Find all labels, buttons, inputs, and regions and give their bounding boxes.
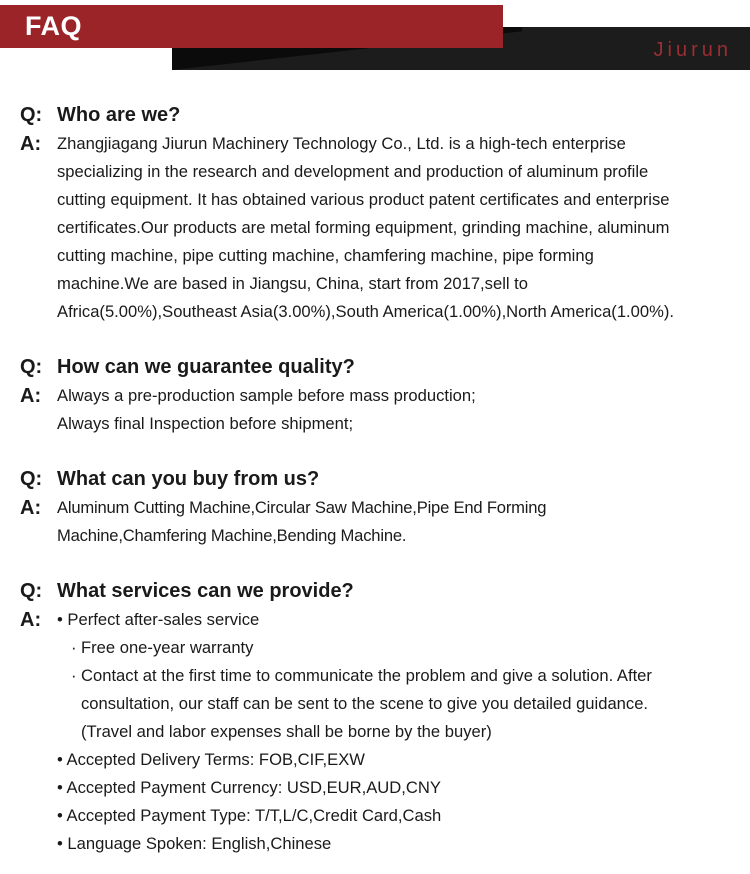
sub-bullet-dot: ·: [71, 666, 77, 685]
faq-item-services: [0, 576, 750, 858]
answer-text: [57, 606, 736, 858]
a-label: A:: [20, 609, 42, 631]
bullet-payment-type: • Accepted Payment Type: T/T,L/C,Credit Card,Cash: [57, 806, 442, 825]
sub-bullet-line: (Travel and labor expenses shall be borne by the buyer): [81, 722, 492, 741]
q-label: Q:: [20, 580, 43, 602]
brand-name: Jiurun: [653, 39, 732, 61]
answer-row: [0, 494, 750, 550]
answer-text: [57, 130, 736, 326]
question-text: Who are we?: [57, 104, 181, 126]
answer-row: [0, 130, 750, 326]
answer-line: Always final Inspection before shipment;: [57, 414, 354, 433]
question-text: What can you buy from us?: [57, 468, 320, 490]
sub-bullet-line: consultation, our staff can be sent to the scene to give you detailed guidance.: [81, 694, 649, 713]
sub-bullet-contact: [57, 662, 736, 746]
question-row: [0, 100, 750, 130]
a-label: A:: [20, 385, 42, 407]
answer-line: Africa(5.00%),Southeast Asia(3.00%),South America(1.00%),North America(1.00%).: [57, 302, 675, 321]
bullet-language: • Language Spoken: English,Chinese: [57, 834, 332, 853]
question-row: [0, 464, 750, 494]
q-label: Q:: [20, 104, 43, 126]
question-text: How can we guarantee quality?: [57, 356, 355, 378]
answer-row: [0, 606, 750, 858]
answer-text: [57, 494, 736, 550]
answer-line: specializing in the research and development and production of aluminum profile: [57, 162, 649, 181]
q-label: Q:: [20, 356, 43, 378]
sub-bullet-line: Contact at the first time to communicate the problem and give a solution. After: [81, 666, 652, 685]
answer-line: Zhangjiagang Jiurun Machinery Technology Co., Ltd. is a high-tech enterprise: [57, 134, 626, 153]
question-row: [0, 576, 750, 606]
a-label: A:: [20, 497, 42, 519]
question-row: [0, 352, 750, 382]
answer-line: Machine,Chamfering Machine,Bending Machine.: [57, 526, 407, 545]
answer-line: Aluminum Cutting Machine,Circular Saw Machine,Pipe End Forming: [57, 498, 547, 517]
bullet-delivery-terms: • Accepted Delivery Terms: FOB,CIF,EXW: [57, 750, 365, 769]
faq-item-who-are-we: [0, 100, 750, 326]
question-text: What services can we provide?: [57, 580, 354, 602]
answer-line: machine.We are based in Jiangsu, China, start from 2017,sell to: [57, 274, 529, 293]
faq-header-banner: [0, 0, 750, 80]
bullet-after-sales: • Perfect after-sales service: [57, 610, 260, 629]
sub-bullet-text: Free one-year warranty: [81, 638, 254, 657]
answer-row: [0, 382, 750, 438]
answer-line: cutting equipment. It has obtained various product patent certificates and enterprise: [57, 190, 670, 209]
sub-bullet-dot: ·: [71, 638, 77, 657]
answer-line: cutting machine, pipe cutting machine, chamfering machine, pipe forming: [57, 246, 594, 265]
faq-item-quality: [0, 352, 750, 438]
answer-line: Always a pre-production sample before mass production;: [57, 386, 476, 405]
faq-item-products: [0, 464, 750, 550]
page-title: FAQ: [25, 11, 83, 41]
a-label: A:: [20, 133, 42, 155]
sub-bullet-warranty: [57, 634, 736, 662]
answer-line: certificates.Our products are metal forming equipment, grinding machine, aluminum: [57, 218, 670, 237]
bullet-payment-currency: • Accepted Payment Currency: USD,EUR,AUD,CNY: [57, 778, 441, 797]
q-label: Q:: [20, 468, 43, 490]
answer-text: [57, 382, 736, 438]
